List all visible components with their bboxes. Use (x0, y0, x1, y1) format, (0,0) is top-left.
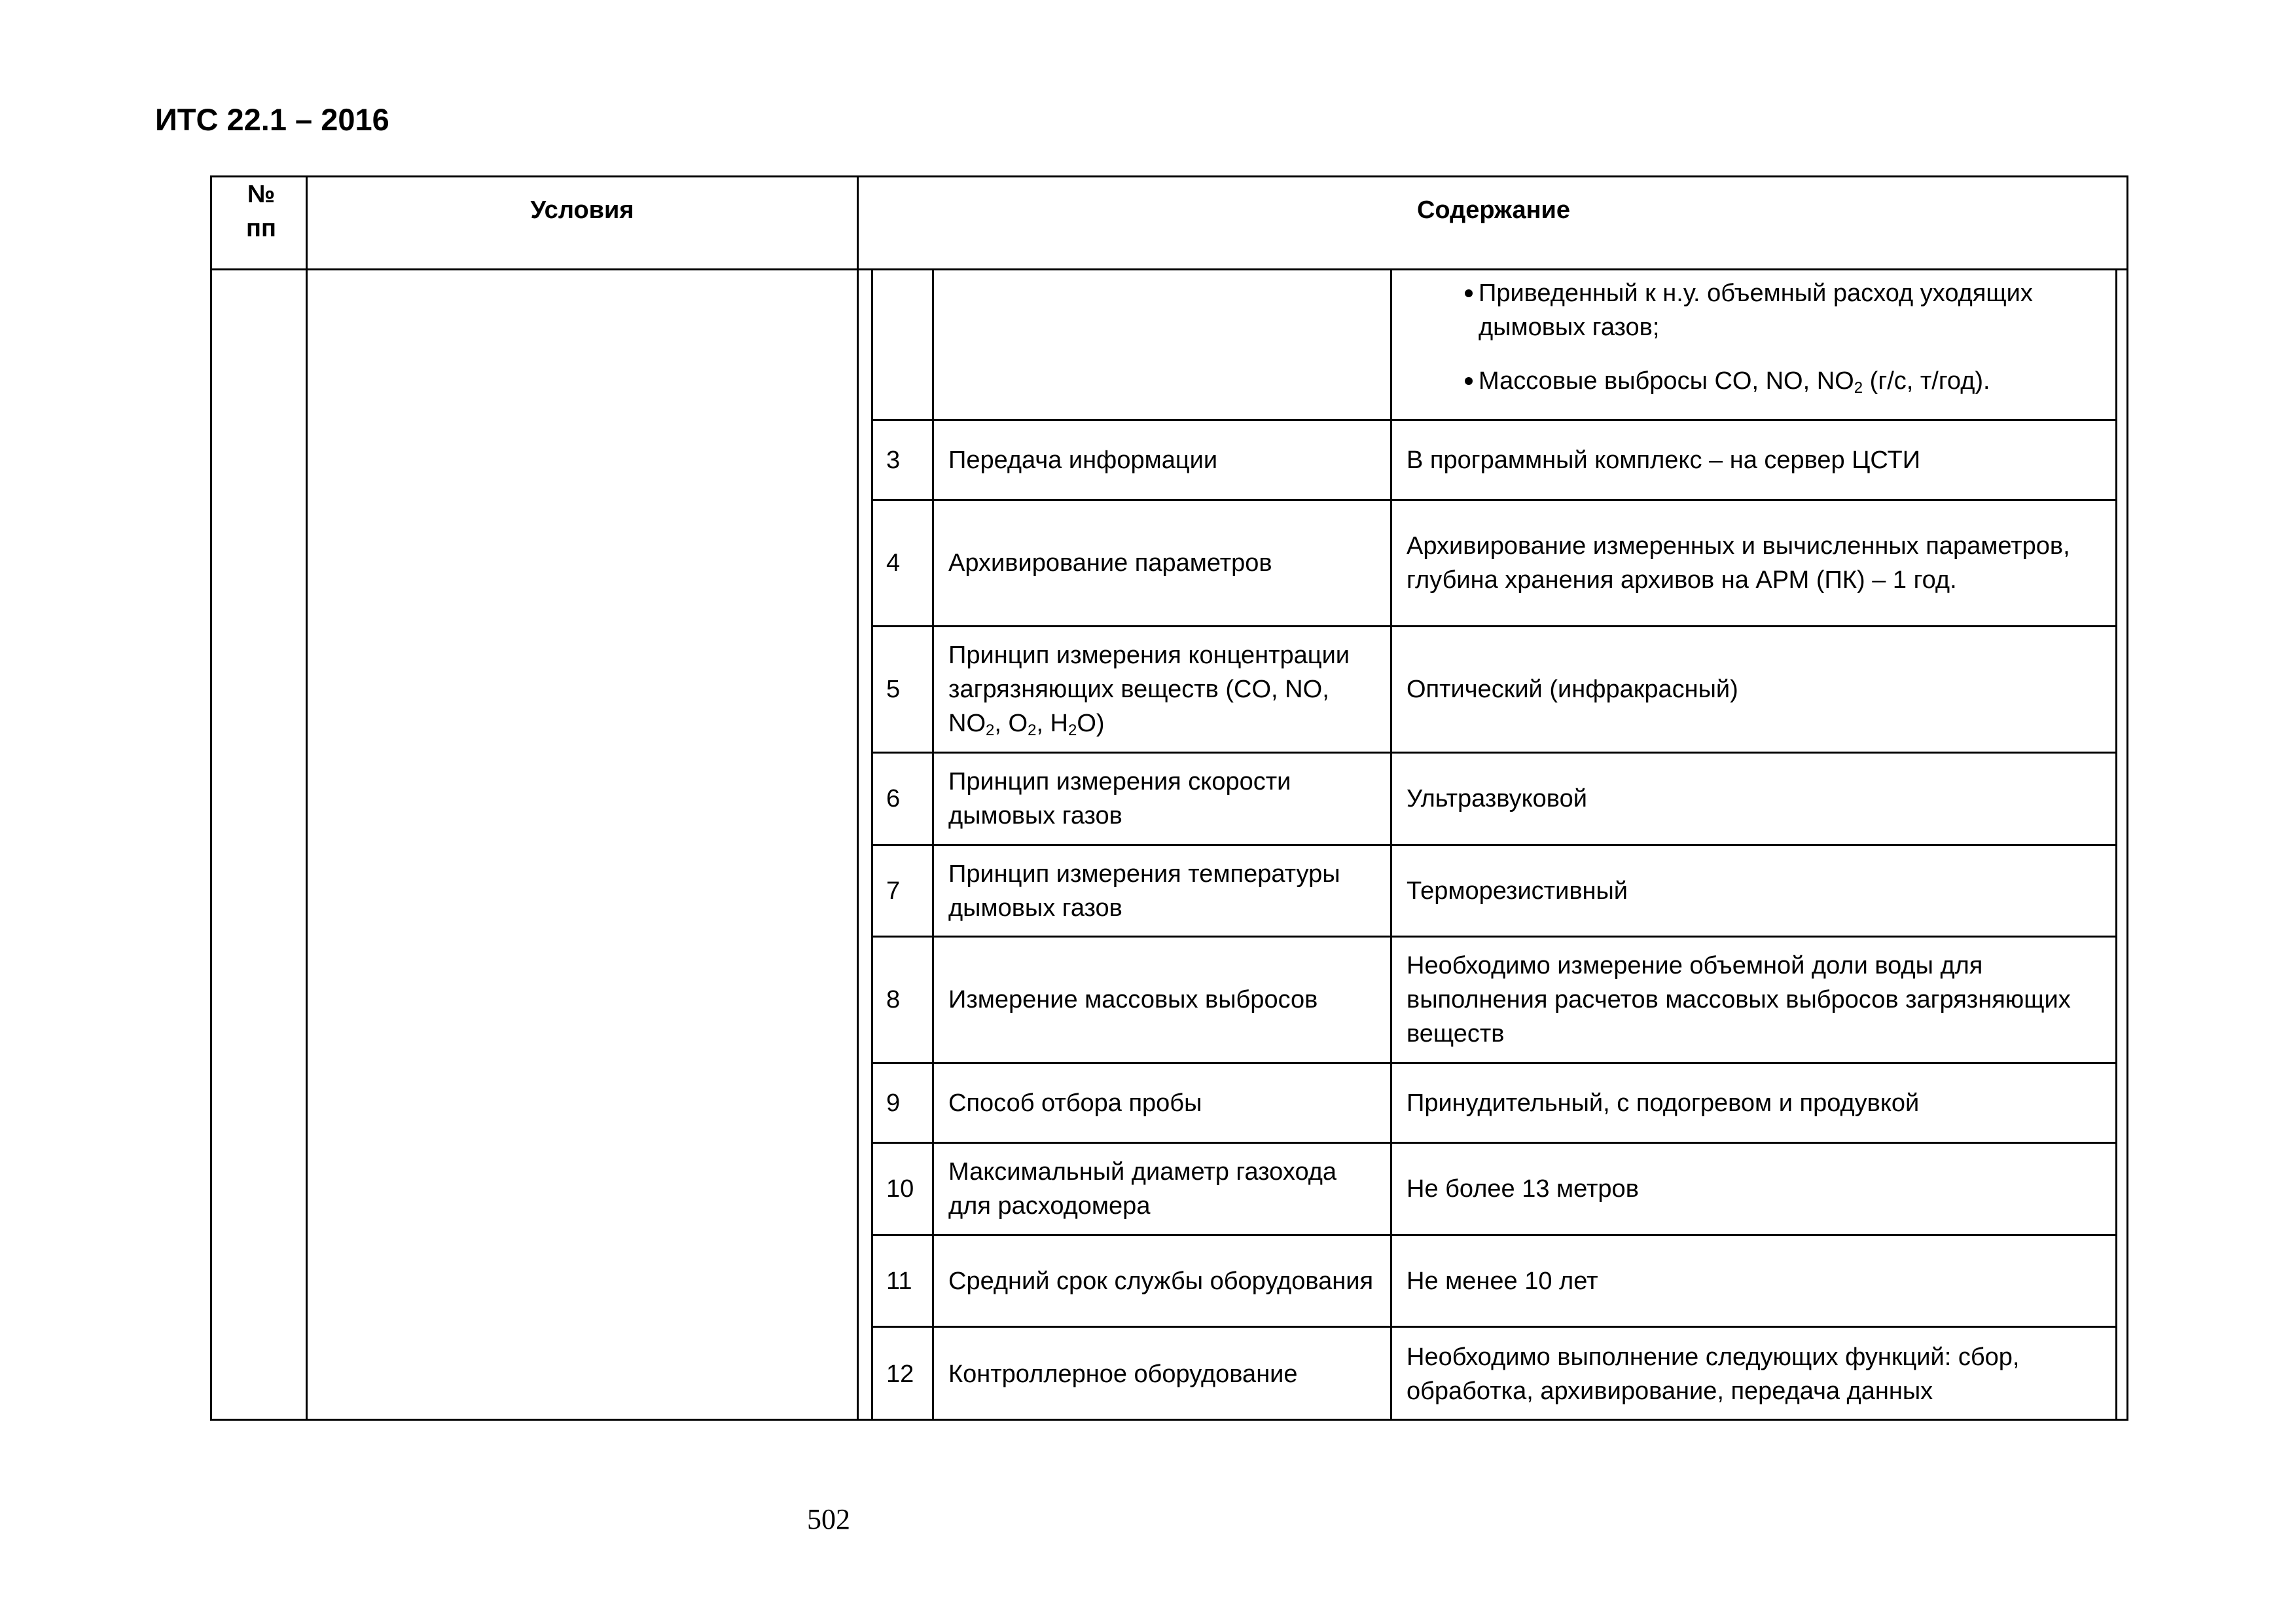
table-row (873, 1236, 2115, 1328)
column-divider (306, 177, 308, 1419)
row-parameter (934, 1064, 1390, 1142)
row-value (1392, 846, 2115, 936)
row-number (873, 938, 932, 1062)
row-number (873, 1328, 932, 1421)
list-item (1407, 276, 2106, 344)
table-row (873, 1064, 2115, 1144)
row-parameter-text: Принцип измерения концентрации загрязняющих веществ (CO, NO, $NO_2$, $O_2$, $H_2O$) (948, 642, 1350, 739)
row-value (1392, 1064, 2115, 1142)
row-value (1392, 1144, 2115, 1234)
column-divider (857, 177, 859, 1419)
row-value-text: Терморезистивный (1407, 877, 1628, 905)
row-parameter-text: Измерение массовых выбросов (948, 986, 1318, 1013)
list-item (1407, 364, 2106, 398)
header-conditions: Условия (530, 196, 634, 224)
row-parameter (934, 938, 1390, 1062)
bullet-text: Приведенный к н.у. объемный расход уходящих дымовых газов; (1479, 280, 2033, 341)
row-value-text: Не более 13 метров (1407, 1175, 1639, 1203)
row-number (873, 1064, 932, 1142)
row-number (873, 1144, 932, 1234)
table-row (873, 627, 2115, 754)
row-parameter (934, 1236, 1390, 1326)
table-row (873, 421, 2115, 501)
table-row (873, 938, 2115, 1064)
row-number-text: 12 (886, 1360, 914, 1388)
row-parameter (934, 421, 1390, 499)
row-value-text: Не менее 10 лет (1407, 1267, 1598, 1295)
row-number-text: 3 (886, 446, 901, 474)
table-row (873, 1144, 2115, 1236)
row-number-text: 4 (886, 549, 901, 577)
header-content: Содержание (1416, 196, 1571, 224)
row-number (873, 627, 932, 752)
row-value-text: Необходимо выполнение следующих функций: сбор, обработка, архивирование, передача данных (1407, 1343, 2020, 1405)
row-number-text: 7 (886, 877, 901, 905)
row-value-text: Принудительный, с подогревом и продувкой (1407, 1089, 1920, 1117)
header-num-line1: № (247, 181, 276, 208)
cell-divider (932, 268, 934, 419)
row-parameter-text: Максимальный диаметр газохода для расходомера (948, 1158, 1337, 1220)
row-parameter (934, 1144, 1390, 1234)
row-parameter-text: Способ отбора пробы (948, 1089, 1202, 1117)
row-parameter-text: Архивирование параметров (948, 549, 1272, 577)
row-parameter (934, 754, 1390, 844)
row-parameter (934, 627, 1390, 752)
row-number-text: 5 (886, 676, 901, 703)
row-number (873, 846, 932, 936)
document-header: ИТС 22.1 – 2016 (155, 102, 389, 137)
bullet-text: Массовые выбросы CO, NO, $NO_2$ (г/с, т/год). (1479, 367, 1990, 397)
row-value-text: Архивирование измеренных и вычисленных параметров, глубина хранения архивов на АРМ (ПК) – 1 год. (1407, 532, 2070, 594)
row-parameter-text: Контроллерное оборудование (948, 1360, 1298, 1388)
row-value-text: В программный комплекс – на сервер ЦСТИ (1407, 446, 1921, 474)
row-value (1392, 754, 2115, 844)
row-value (1392, 1328, 2115, 1421)
row-number (873, 1236, 932, 1326)
row-number-text: 9 (886, 1089, 901, 1117)
row-number (873, 501, 932, 625)
row-number-text: 8 (886, 986, 901, 1013)
row-value (1392, 501, 2115, 625)
table-row (873, 846, 2115, 938)
row-number (873, 421, 932, 499)
row-value (1392, 421, 2115, 499)
row-value (1392, 1236, 2115, 1326)
row-number (873, 754, 932, 844)
table-row (873, 501, 2115, 627)
row-value-text: Необходимо измерение объемной доли воды для выполнения расчетов массовых выбросов загрязняющих веществ (1407, 952, 2071, 1048)
header-num-line2: пп (246, 215, 276, 242)
bullet-list (1407, 276, 2106, 398)
row-number-text: 6 (886, 785, 901, 812)
header-num (225, 177, 297, 246)
row-value-text: Оптический (инфракрасный) (1407, 676, 1738, 703)
row-parameter (934, 846, 1390, 936)
row-parameter (934, 501, 1390, 625)
row-value (1392, 938, 2115, 1062)
table-row (873, 1328, 2115, 1421)
row-parameter-text: Передача информации (948, 446, 1218, 474)
parameters-table (871, 268, 2117, 1421)
row-parameter-text: Принцип измерения скорости дымовых газов (948, 768, 1291, 830)
row-parameter-text: Средний срок службы оборудования (948, 1267, 1374, 1295)
row-number-text: 11 (886, 1267, 912, 1295)
row-parameter-text: Принцип измерения температуры дымовых газов (948, 860, 1340, 922)
table-row (873, 268, 2115, 421)
bullet-icon (1465, 289, 1473, 297)
page-number: 502 (807, 1503, 850, 1535)
continuation-cell (1392, 268, 2115, 419)
row-value-text: Ультразвуковой (1407, 785, 1587, 812)
bullet-icon (1465, 377, 1473, 385)
row-parameter (934, 1328, 1390, 1421)
row-number-text: 10 (886, 1175, 914, 1203)
row-value (1392, 627, 2115, 752)
table-row (873, 754, 2115, 846)
